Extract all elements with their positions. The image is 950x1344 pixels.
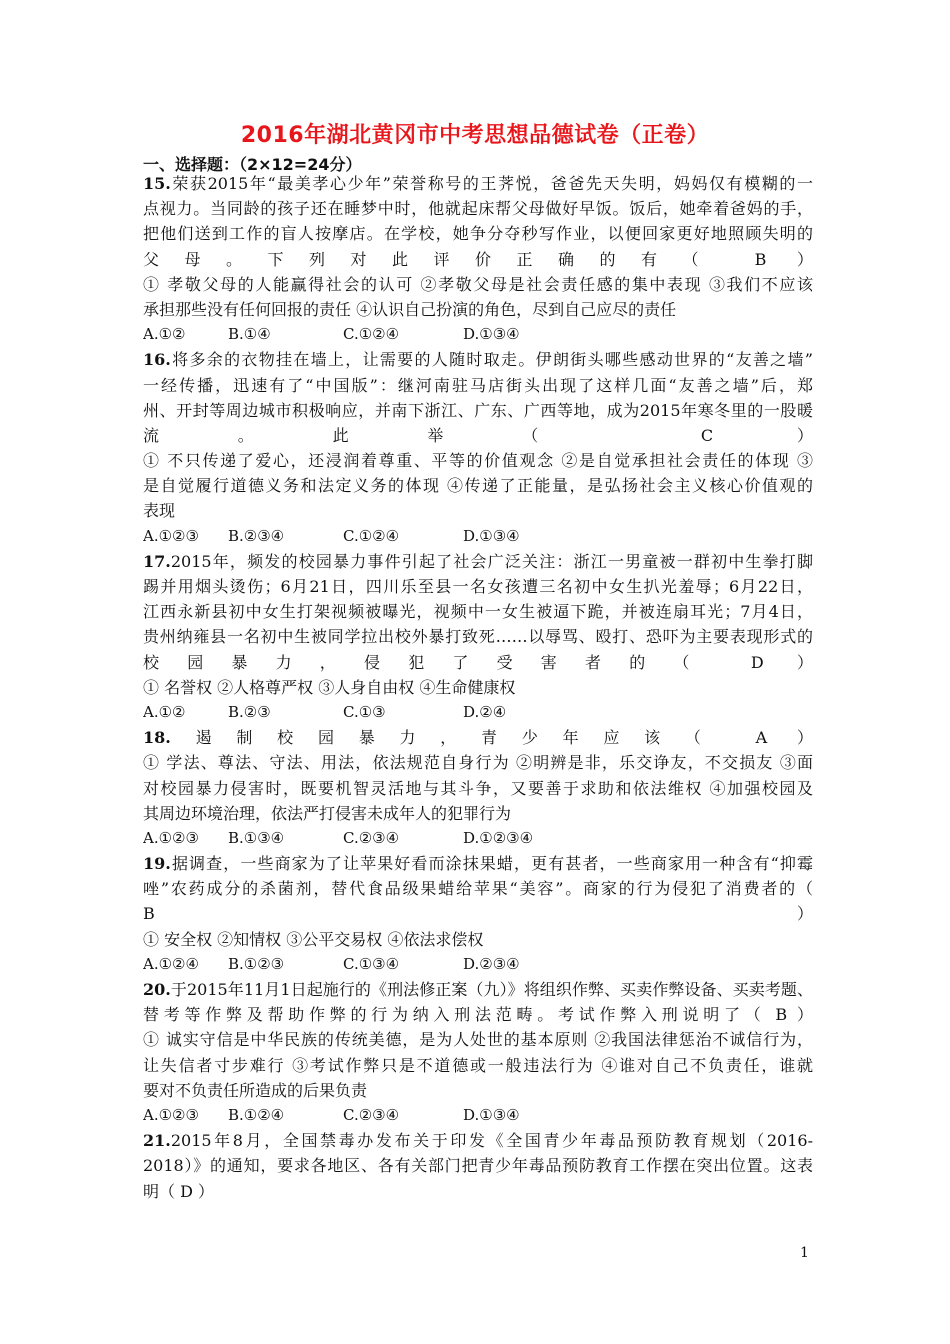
question-text: 其周边环境治理，依法严打侵害未成年人的犯罪行为 <box>143 803 512 823</box>
question-text: 承担那些没有任何回报的责任 ④认识自己扮演的角色，尽到自己应尽的责任 <box>143 299 677 319</box>
question-text: 要对不负责任所造成的后果负责 <box>143 1080 368 1100</box>
question-15 <box>143 171 813 347</box>
question-line <box>143 801 813 826</box>
question-line <box>143 675 813 700</box>
question-text: 据调查，一些商家为了让苹果好看而涂抹果蜡，更有甚者，一些商家用一种含有“抑霉 <box>170 854 813 874</box>
answer-option: A.①② <box>143 702 186 721</box>
question-text: 明（ D ） <box>143 1181 215 1201</box>
question-text: 荣获2015年“最美孝心少年”荣誉称号的王荠悦，爸爸先天失明，妈妈仅有模糊的一 <box>170 174 813 193</box>
question-line <box>143 1027 813 1052</box>
question-number: 16. <box>143 350 171 370</box>
question-line <box>143 423 813 448</box>
question-text: 是自觉履行道德义务和法定义务的体现 ④传递了正能量，是弘扬社会主义核心价值观的 <box>143 476 813 496</box>
question-text: 父母。下列对此评价正确的有（ B ） <box>143 249 813 269</box>
answer-option: D.②③④ <box>463 954 520 973</box>
answer-option: A.①②③ <box>143 526 199 545</box>
question-number: 15. <box>143 174 171 193</box>
question-text: 校园暴力，侵犯了受害者的（ D ） <box>143 652 813 672</box>
question-text: 把他们送到工作的盲人按摩店。在学校，她争分夺秒写作业，以便回家更好地照顾失明的 <box>143 224 813 244</box>
answer-option: C.①②④ <box>343 325 400 344</box>
answer-option: B.②③④ <box>228 526 285 545</box>
question-line <box>143 498 813 523</box>
question-line <box>143 624 813 649</box>
question-line <box>143 347 813 372</box>
question-number: 19. <box>143 854 171 874</box>
question-line <box>143 171 813 196</box>
question-text: 贵州纳雍县一名初中生被同学拉出校外暴打致死……以辱骂、殴打、恐吓为主要表现形式的 <box>143 627 813 647</box>
answer-option: A.①②③ <box>143 828 199 847</box>
question-text: 将多余的衣物挂在墙上，让需要的人随时取走。伊朗街头哪些感动世界的“友善之墙” <box>170 350 813 370</box>
question-text: ① 不只传递了爱心，还浸润着尊重、平等的价值观念 ②是自觉承担社会责任的体现 ③ <box>143 451 813 471</box>
question-text: ① 诚实守信是中华民族的传统美德，是为人处世的基本原则 ②我国法律惩治不诚信行为， <box>143 1030 813 1050</box>
question-line <box>143 876 813 901</box>
question-text: ① 孝敬父母的人能赢得社会的认可 ②孝敬父母是社会责任感的集中表现 ③我们不应该 <box>143 274 813 294</box>
answer-option: B.①②③ <box>228 954 285 973</box>
question-line <box>143 373 813 398</box>
question-line <box>143 1078 813 1103</box>
question-line <box>143 196 813 221</box>
question-line <box>143 650 813 675</box>
question-number: 18. <box>143 728 171 748</box>
question-text: B ） <box>143 904 813 924</box>
question-line <box>143 1053 813 1078</box>
question-line <box>143 1128 813 1153</box>
question-text: 替考等作弊及帮助作弊的行为纳入刑法范畴。考试作弊入刑说明了（ B ） <box>143 1005 813 1025</box>
answer-options <box>143 826 813 851</box>
question-text: 对校园暴力侵害时，既要机智灵活地与其斗争，又要善于求助和依法维权 ④加强校园及 <box>143 778 813 798</box>
question-text: 于2015年11月1日起施行的《刑法修正案（九）》将组织作弊、买卖作弊设备、买卖考题、 <box>170 980 813 999</box>
question-line <box>143 851 813 876</box>
question-text: 点视力。当同龄的孩子还在睡梦中时，他就起床帮父母做好早饭。饭后，她牵着爸妈的手， <box>143 199 813 219</box>
question-text: 流。此举（ C ） <box>143 425 813 445</box>
answer-option: A.①② <box>143 325 186 344</box>
answer-option: D.②④ <box>463 702 507 721</box>
question-18 <box>143 725 813 851</box>
question-text: 2015年，频发的校园暴力事件引起了社会广泛关注：浙江一男童被一群初中生拳打脚 <box>170 551 813 571</box>
question-line <box>143 297 813 322</box>
question-line <box>143 1179 813 1204</box>
question-text: 2015年8月，全国禁毒办发布关于印发《全国青少年毒品预防教育规划（2016- <box>170 1131 813 1151</box>
question-line <box>143 776 813 801</box>
answer-options <box>143 952 813 977</box>
question-line <box>143 725 813 750</box>
question-21 <box>143 1128 813 1204</box>
question-line <box>143 247 813 272</box>
question-number: 20. <box>143 980 171 999</box>
question-20 <box>143 977 813 1128</box>
question-text: 一经传播，迅速有了“中国版”：继河南驻马店街头出现了这样几面“友善之墙”后，郑 <box>143 375 813 395</box>
answer-option: B.②③ <box>228 702 271 721</box>
question-text: 让失信者寸步难行 ③考试作弊只是不道德或一般违法行为 ④谁对自己不负责任，谁就 <box>143 1055 813 1075</box>
answer-option: B.①④ <box>228 325 271 344</box>
question-line <box>143 398 813 423</box>
question-line <box>143 1153 813 1178</box>
answer-option: C.②③④ <box>343 828 400 847</box>
page-number: 1 <box>800 1245 809 1261</box>
question-text: 遏制校园暴力，青少年应该（ A ） <box>170 728 813 748</box>
question-line <box>143 549 813 574</box>
question-text: 踢并用烟头烫伤；6月21日，四川乐至县一名女孩遭三名初中女生扒光羞辱；6月22日， <box>143 577 813 596</box>
answer-option: A.①②③ <box>143 1105 199 1124</box>
question-line <box>143 599 813 624</box>
answer-option: C.②③④ <box>343 1105 400 1124</box>
answer-option: C.①③④ <box>343 954 400 973</box>
answer-option: D.①③④ <box>463 1105 520 1124</box>
answer-option: B.①②④ <box>228 1105 285 1124</box>
question-line <box>143 927 813 952</box>
answer-options <box>143 700 813 725</box>
answer-option: C.①②④ <box>343 526 400 545</box>
question-list <box>143 171 813 1204</box>
answer-options <box>143 1103 813 1128</box>
question-text: 江西永新县初中女生打架视频被曝光，视频中一女生被逼下跪，并被连扇耳光；7月4日， <box>143 602 813 622</box>
question-16 <box>143 347 813 549</box>
question-text: ① 学法、尊法、守法、用法，依法规范自身行为 ②明辨是非，乐交诤友，不交损友 ③面 <box>143 753 813 773</box>
question-text: 表现 <box>143 501 176 521</box>
answer-options <box>143 322 813 347</box>
answer-option: D.①③④ <box>463 526 520 545</box>
question-text: ① 安全权 ②知情权 ③公平交易权 ④依法求偿权 <box>143 929 484 949</box>
question-number: 21. <box>143 1131 171 1151</box>
question-line <box>143 473 813 498</box>
question-line <box>143 1002 813 1027</box>
question-17 <box>143 549 813 725</box>
answer-option: A.①②④ <box>143 954 199 973</box>
question-line <box>143 272 813 297</box>
answer-option: B.①③④ <box>228 828 285 847</box>
question-line <box>143 448 813 473</box>
question-number: 17. <box>143 551 171 571</box>
answer-option: D.①②③④ <box>463 828 534 847</box>
question-text: 州、开封等周边城市积极响应，并南下浙江、广东、广西等地，成为2015年寒冬里的一股暖 <box>143 400 813 420</box>
question-line <box>143 901 813 926</box>
question-text: 2018）》的通知，要求各地区、各有关部门把青少年毒品预防教育工作摆在突出位置。这表 <box>143 1156 813 1176</box>
section-heading: 一、选择题：（2×12=24分） <box>143 155 362 174</box>
question-19 <box>143 851 813 977</box>
question-line <box>143 574 813 599</box>
question-text: 唑”农药成分的杀菌剂，替代食品级果蜡给苹果“美容”。商家的行为侵犯了消费者的（ <box>143 879 813 899</box>
question-text: ① 名誉权 ②人格尊严权 ③人身自由权 ④生命健康权 <box>143 677 516 697</box>
exam-title: 2016年湖北黄冈市中考思想品德试卷（正卷） <box>240 123 710 148</box>
question-line <box>143 221 813 246</box>
question-line <box>143 977 813 1002</box>
question-line <box>143 750 813 775</box>
answer-option: C.①③ <box>343 702 386 721</box>
answer-options <box>143 524 813 549</box>
answer-option: D.①③④ <box>463 325 520 344</box>
